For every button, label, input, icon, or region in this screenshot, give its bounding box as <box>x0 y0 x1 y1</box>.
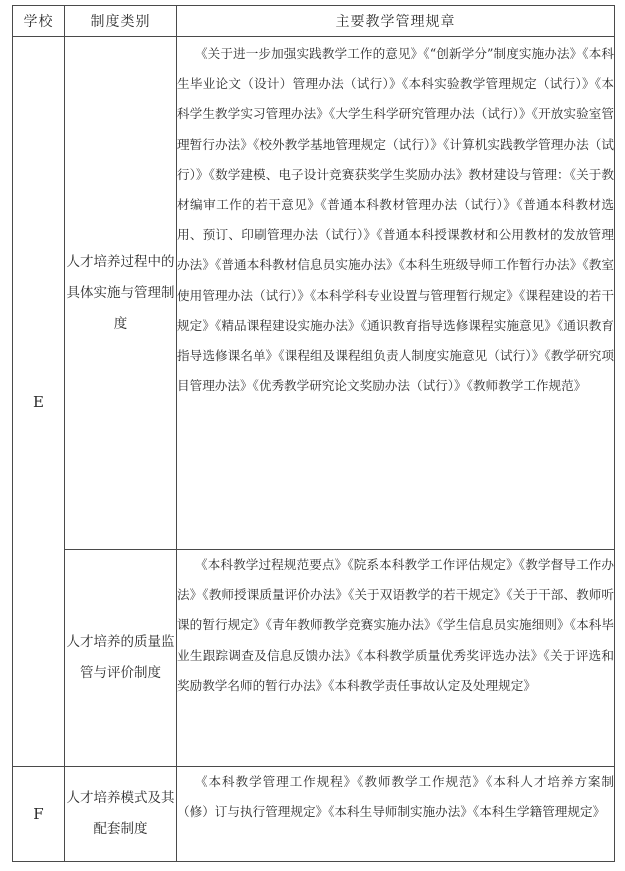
category-cell: 人才培养的质量监管与评价制度 <box>65 550 177 767</box>
table-row <box>13 37 615 550</box>
regulations-table <box>12 5 615 862</box>
header-category: 制度类别 <box>65 6 177 37</box>
regulations-cell: 《本科教学管理工作规程》《教师教学工作规范》《本科人才培养方案制（修）订与执行管理规定》《本科生导师制实施办法》《本科生学籍管理规定》 <box>177 767 615 862</box>
regulations-cell: 《关于进一步加强实践教学工作的意见》《“创新学分”制度实施办法》《本科生毕业论文（设计）管理办法（试行）》《本科实验教学管理规定（试行）》《本科学生教学实习管理办法》《大学生科学研究管理办法（试行）》《开放实验室管理暂行办法》《校外教学基地管理规定（试行）》《计算机实践教学管理办法（试行）》《数学建模、电子设计竞赛获奖学生奖励办法》教材建设与管理：《关于教材编审工作的若干意见》《普通本科教材管理办法（试行）》《普通本科教材选用、预订、印刷管理办法（试行）》《普通本科授课教材和公用教材的发放管理办法》《普通本科教材信息员实施办法》《本科生班级导师工作暂行办法》《教室使用管理办法（试行）》《本科学科专业设置与管理暂行规定》《课程建设的若干规定》《精品课程建设实施办法》《通识教育指导选修课程实施意见》《通识教育指导选修课名单》《课程组及课程组负责人制度实施意见（试行）》《教学研究项目管理办法》《优秀教学研究论文奖励办法（试行）》《教师教学工作规范》 <box>177 37 615 550</box>
category-cell: 人才培养模式及其配套制度 <box>65 767 177 862</box>
table-row <box>13 767 615 862</box>
header-school: 学校 <box>13 6 65 37</box>
table-header-row <box>13 6 615 37</box>
school-cell: F <box>13 767 65 862</box>
category-cell: 人才培养过程中的具体实施与管理制度 <box>65 37 177 550</box>
header-regulations: 主要教学管理规章 <box>177 6 615 37</box>
table-row <box>13 550 615 767</box>
regulations-cell: 《本科教学过程规范要点》《院系本科教学工作评估规定》《教学督导工作办法》《教师授课质量评价办法》《关于双语教学的若干规定》《关于干部、教师听课的暂行规定》《青年教师教学竞赛实施办法》《学生信息员实施细则》《本科毕业生跟踪调查及信息反馈办法》《本科教学质量优秀奖评选办法》《关于评选和奖励教学名师的暂行办法》《本科教学责任事故认定及处理规定》 <box>177 550 615 767</box>
school-cell: E <box>13 37 65 767</box>
